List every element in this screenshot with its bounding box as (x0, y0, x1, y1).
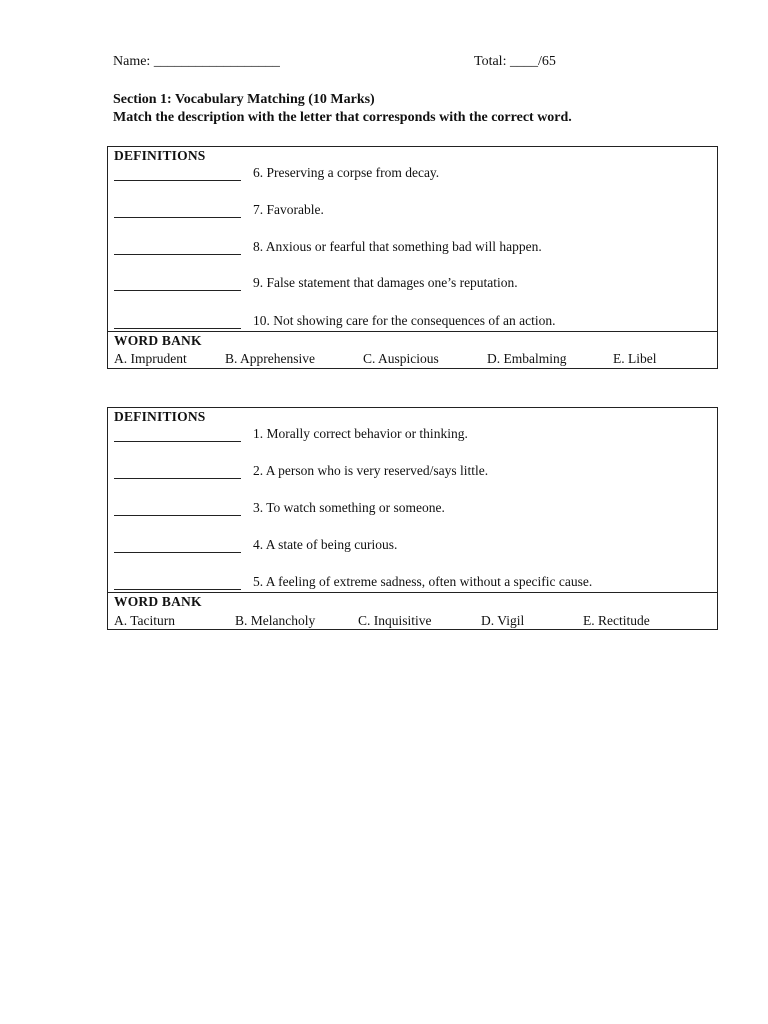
section-instructions: Match the description with the letter that corresponds with the correct word. (113, 110, 572, 125)
answer-blank[interactable] (114, 166, 241, 181)
definitions-heading: DEFINITIONS (114, 148, 206, 163)
definition-text: 1. Morally correct behavior or thinking. (253, 426, 468, 441)
word-bank-divider (108, 592, 717, 593)
definition-row (114, 202, 324, 218)
matching-box-2 (107, 407, 718, 630)
definition-text: 5. A feeling of extreme sadness, often without a specific cause. (253, 574, 593, 589)
answer-blank[interactable] (114, 501, 241, 516)
answer-blank[interactable] (114, 427, 241, 442)
word-bank-option: E. Libel (613, 351, 657, 366)
answer-blank[interactable] (114, 314, 241, 329)
name-field-label: Name: __________________ (113, 54, 280, 69)
definition-row (114, 537, 397, 553)
definition-text: 3. To watch something or someone. (253, 500, 445, 515)
answer-blank[interactable] (114, 240, 241, 255)
word-bank-option: D. Embalming (487, 351, 567, 366)
word-bank-option: C. Auspicious (363, 351, 439, 366)
answer-blank[interactable] (114, 276, 241, 291)
definition-text: 4. A state of being curious. (253, 537, 398, 552)
section-title: Section 1: Vocabulary Matching (10 Marks) (113, 92, 375, 107)
definition-text: 9. False statement that damages one’s reputation. (253, 275, 518, 290)
definition-row (114, 239, 542, 255)
word-bank-heading: WORD BANK (114, 594, 202, 609)
answer-blank[interactable] (114, 538, 241, 553)
definition-text: 2. A person who is very reserved/says little. (253, 463, 489, 478)
definition-text: 8. Anxious or fearful that something bad will happen. (253, 239, 542, 254)
definition-row (114, 463, 488, 479)
definition-row (114, 426, 468, 442)
definition-row (114, 165, 439, 181)
word-bank-option: C. Inquisitive (358, 613, 432, 628)
definition-text: 7. Favorable. (253, 202, 324, 217)
word-bank-heading: WORD BANK (114, 333, 202, 348)
answer-blank[interactable] (114, 575, 241, 590)
matching-box-1 (107, 146, 718, 369)
total-score-label: Total: ____/65 (474, 54, 556, 69)
definition-text: 10. Not showing care for the consequences of an action. (253, 313, 556, 328)
answer-blank[interactable] (114, 464, 241, 479)
answer-blank[interactable] (114, 203, 241, 218)
word-bank-option: B. Apprehensive (225, 351, 315, 366)
definition-row (114, 275, 518, 291)
word-bank-option: D. Vigil (481, 613, 525, 628)
word-bank-divider (108, 331, 717, 332)
definition-row (114, 500, 445, 516)
word-bank-option: A. Imprudent (114, 351, 187, 366)
definitions-heading: DEFINITIONS (114, 409, 206, 424)
definition-text: 6. Preserving a corpse from decay. (253, 165, 440, 180)
definition-row (114, 313, 556, 329)
word-bank-option: B. Melancholy (235, 613, 316, 628)
word-bank-option: E. Rectitude (583, 613, 650, 628)
word-bank-option: A. Taciturn (114, 613, 176, 628)
definition-row (114, 574, 592, 590)
